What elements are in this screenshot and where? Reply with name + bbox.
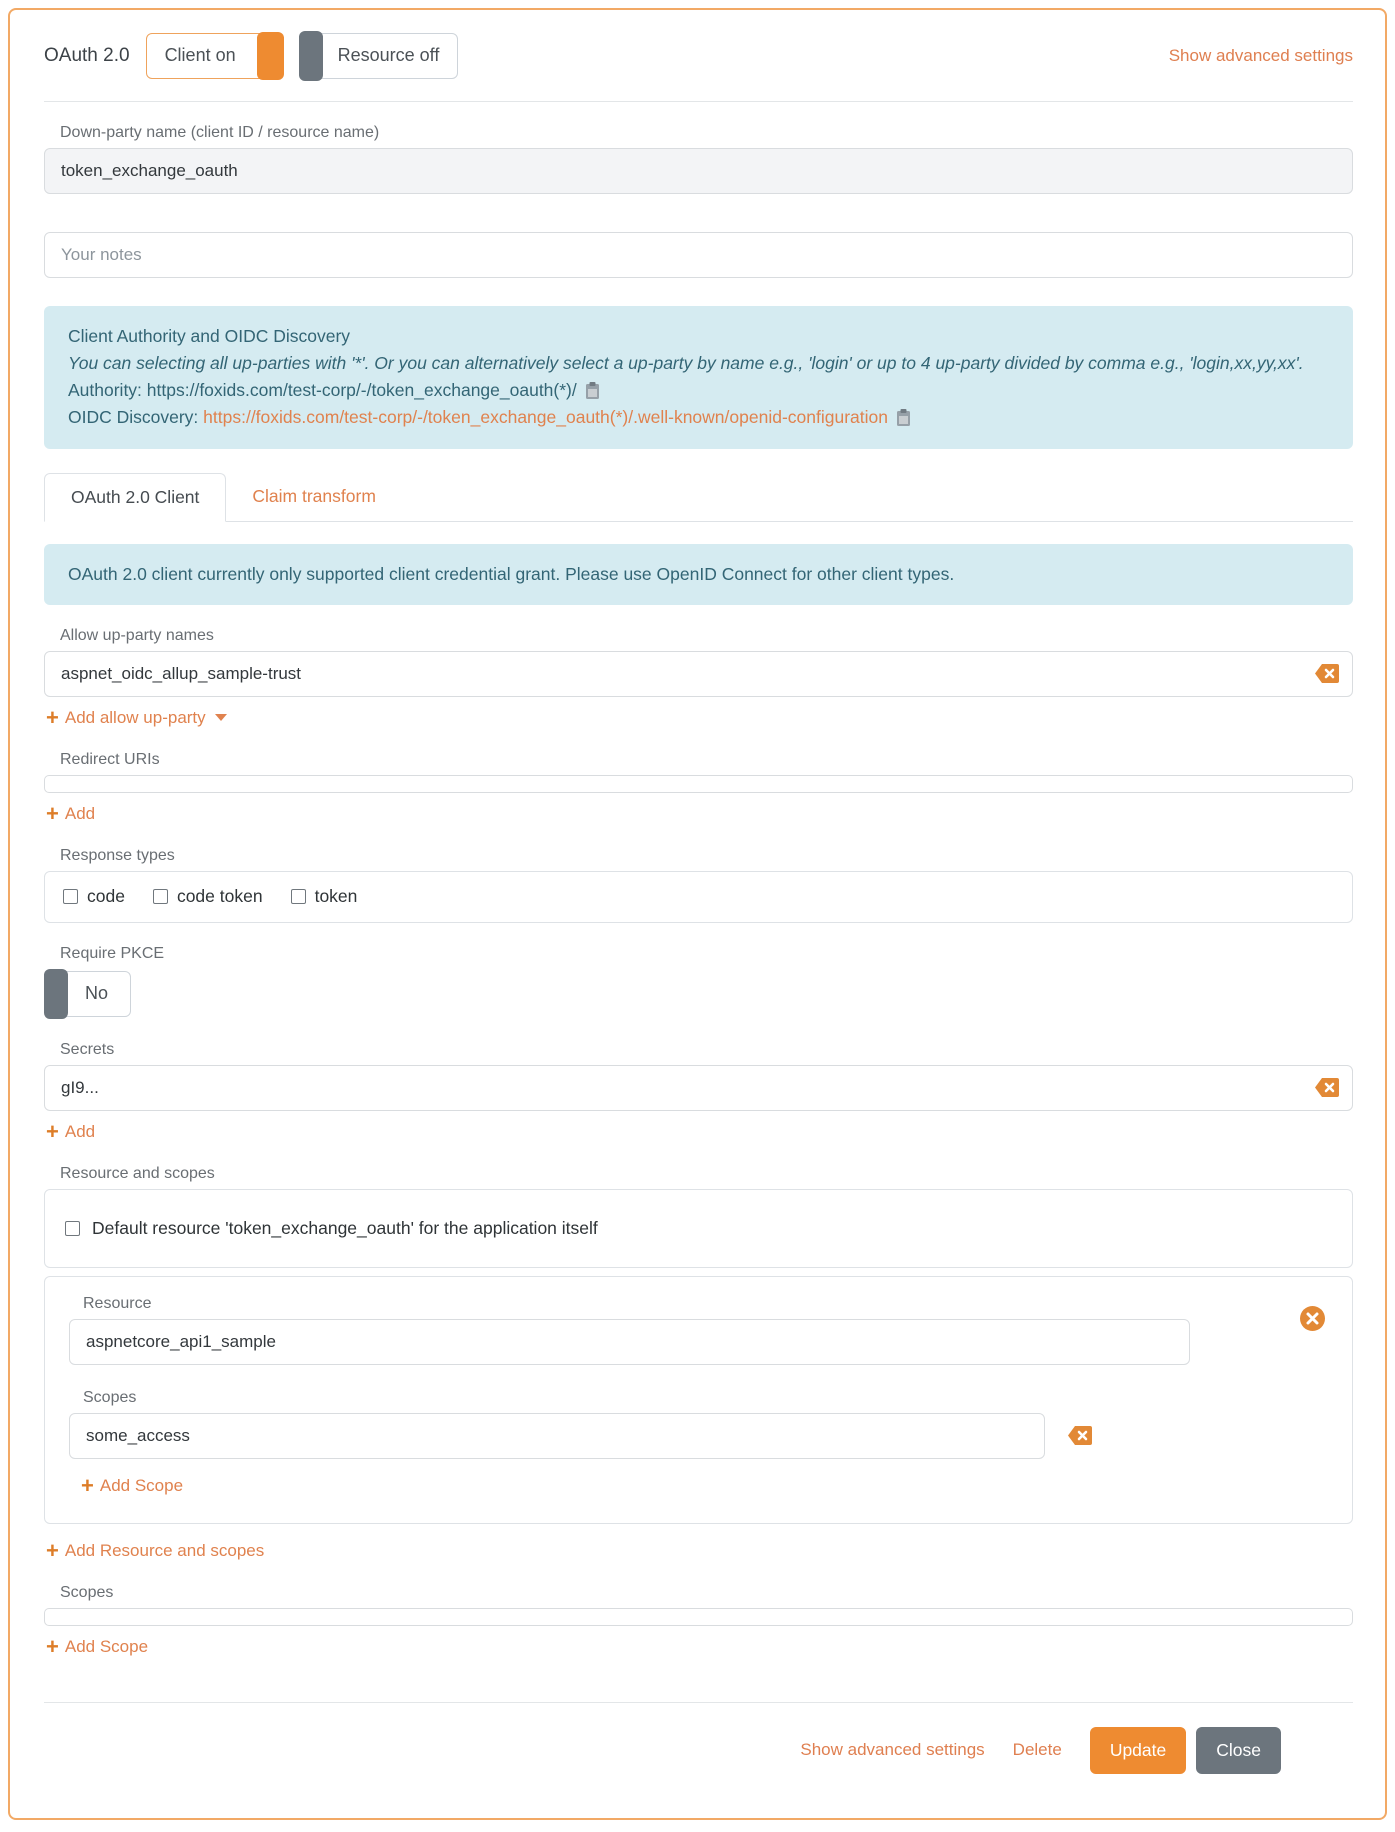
outer-scopes-input[interactable] xyxy=(44,1608,1353,1626)
redirect-uris-group xyxy=(44,751,1353,825)
notes-input[interactable] xyxy=(44,232,1353,278)
down-party-input[interactable] xyxy=(44,148,1353,194)
response-types-group xyxy=(44,847,1353,923)
allow-up-party-label: Allow up-party names xyxy=(60,626,214,644)
require-pkce-label: Require PKCE xyxy=(60,944,165,962)
remove-resource-icon[interactable] xyxy=(1299,1305,1326,1332)
close-button[interactable]: Close xyxy=(1196,1727,1281,1774)
copy-discovery-icon[interactable] xyxy=(896,408,911,427)
delete-button[interactable]: Delete xyxy=(1012,1740,1062,1760)
secrets-label: Secrets xyxy=(60,1040,115,1058)
scope-input[interactable] xyxy=(69,1413,1045,1459)
authority-info-description: You can selecting all up-parties with '*'. Or you can alternatively select a up-party by name e.g., 'login' or up to 4 up-party divided by comma e.g., 'login,xx,yy,xx'. xyxy=(68,353,1304,374)
client-credential-alert: OAuth 2.0 client currently only supported client credential grant. Please use OpenID Connect for other client types. xyxy=(44,544,1353,605)
client-toggle-label: Client on xyxy=(164,45,236,65)
resource-toggle-knob[interactable] xyxy=(299,31,323,81)
allow-up-party-input[interactable] xyxy=(44,651,1353,697)
discovery-url-link[interactable]: https://foxids.com/test-corp/-/token_exchange_oauth(*)/.well-known/openid-configuration xyxy=(203,407,888,428)
default-resource-box xyxy=(44,1189,1353,1268)
authority-line xyxy=(68,377,1329,404)
authority-label: Authority: xyxy=(68,380,147,401)
down-party-group xyxy=(44,124,1353,194)
party-type-label: OAuth 2.0 xyxy=(44,44,130,66)
update-button[interactable]: Update xyxy=(1090,1727,1186,1774)
allow-up-party-group xyxy=(44,627,1353,729)
response-types-box xyxy=(44,871,1353,923)
response-type-code-token: code token xyxy=(153,886,263,907)
response-type-code: code xyxy=(63,886,125,907)
footer-bar xyxy=(44,1702,1353,1782)
resource-scopes-group xyxy=(44,1165,1353,1562)
plus-icon xyxy=(46,1636,59,1658)
resource-toggle[interactable] xyxy=(299,31,459,81)
redirect-uris-input[interactable] xyxy=(44,775,1353,793)
resource-label: Resource xyxy=(83,1294,152,1312)
client-toggle-knob[interactable] xyxy=(257,32,284,80)
outer-scopes-group xyxy=(44,1584,1353,1658)
chevron-down-icon xyxy=(215,714,227,721)
default-resource-checkbox[interactable] xyxy=(65,1221,80,1236)
tab-oauth-client[interactable]: OAuth 2.0 Client xyxy=(44,473,226,522)
response-types-label: Response types xyxy=(60,846,175,864)
scopes-label: Scopes xyxy=(83,1388,137,1406)
require-pkce-group xyxy=(44,945,1353,1019)
down-party-label: Down-party name (client ID / resource name) xyxy=(60,124,380,141)
show-advanced-settings-link-bottom[interactable]: Show advanced settings xyxy=(800,1740,985,1760)
tab-claim-transform[interactable]: Claim transform xyxy=(252,485,376,506)
discovery-line xyxy=(68,404,1329,431)
resource-panel xyxy=(44,1276,1353,1524)
require-pkce-toggle[interactable] xyxy=(44,969,154,1019)
authority-info-title: Client Authority and OIDC Discovery xyxy=(68,326,351,346)
code-checkbox[interactable] xyxy=(63,889,78,904)
resource-input[interactable] xyxy=(69,1319,1190,1365)
notes-group xyxy=(44,232,1353,278)
require-pkce-value: No xyxy=(58,971,131,1017)
secrets-group xyxy=(44,1041,1353,1143)
add-resource-scopes-link[interactable]: + Add Resource and scopes xyxy=(46,1540,264,1562)
redirect-uris-label: Redirect URIs xyxy=(60,750,160,768)
require-pkce-knob[interactable] xyxy=(44,969,68,1019)
plus-icon xyxy=(46,1121,59,1143)
plus-icon xyxy=(46,803,59,825)
header-bar xyxy=(44,10,1353,102)
resource-scopes-label: Resource and scopes xyxy=(60,1164,215,1182)
plus-icon xyxy=(81,1475,94,1497)
tab-bar xyxy=(44,473,1353,522)
show-advanced-settings-link-top[interactable]: Show advanced settings xyxy=(1168,45,1353,65)
outer-scopes-label: Scopes xyxy=(60,1583,114,1601)
default-resource-label: Default resource 'token_exchange_oauth' for the application itself xyxy=(92,1217,598,1238)
clear-up-party-icon[interactable] xyxy=(1314,663,1340,684)
copy-authority-icon[interactable] xyxy=(585,381,600,400)
add-allow-up-party-link[interactable]: + Add allow up-party xyxy=(46,707,227,729)
add-secret-link[interactable]: + Add xyxy=(46,1121,95,1143)
add-redirect-uri-link[interactable]: + Add xyxy=(46,803,95,825)
add-outer-scope-link[interactable]: + Add Scope xyxy=(46,1636,148,1658)
secret-input[interactable] xyxy=(44,1065,1353,1111)
add-scope-inner-link[interactable]: + Add Scope xyxy=(81,1475,183,1497)
code-token-checkbox[interactable] xyxy=(153,889,168,904)
plus-icon xyxy=(46,1540,59,1562)
response-type-token: token xyxy=(291,886,358,907)
oauth-down-party-card xyxy=(8,8,1387,1820)
plus-icon xyxy=(46,707,59,729)
clear-scope-icon[interactable] xyxy=(1067,1425,1093,1446)
discovery-label: OIDC Discovery: xyxy=(68,407,204,428)
authority-url: https://foxids.com/test-corp/-/token_exchange_oauth(*)/ xyxy=(146,380,577,401)
token-checkbox[interactable] xyxy=(291,889,306,904)
authority-info-alert xyxy=(44,306,1353,449)
resource-toggle-label: Resource off xyxy=(313,33,459,79)
client-toggle[interactable] xyxy=(146,33,283,79)
clear-secret-icon[interactable] xyxy=(1314,1077,1340,1098)
